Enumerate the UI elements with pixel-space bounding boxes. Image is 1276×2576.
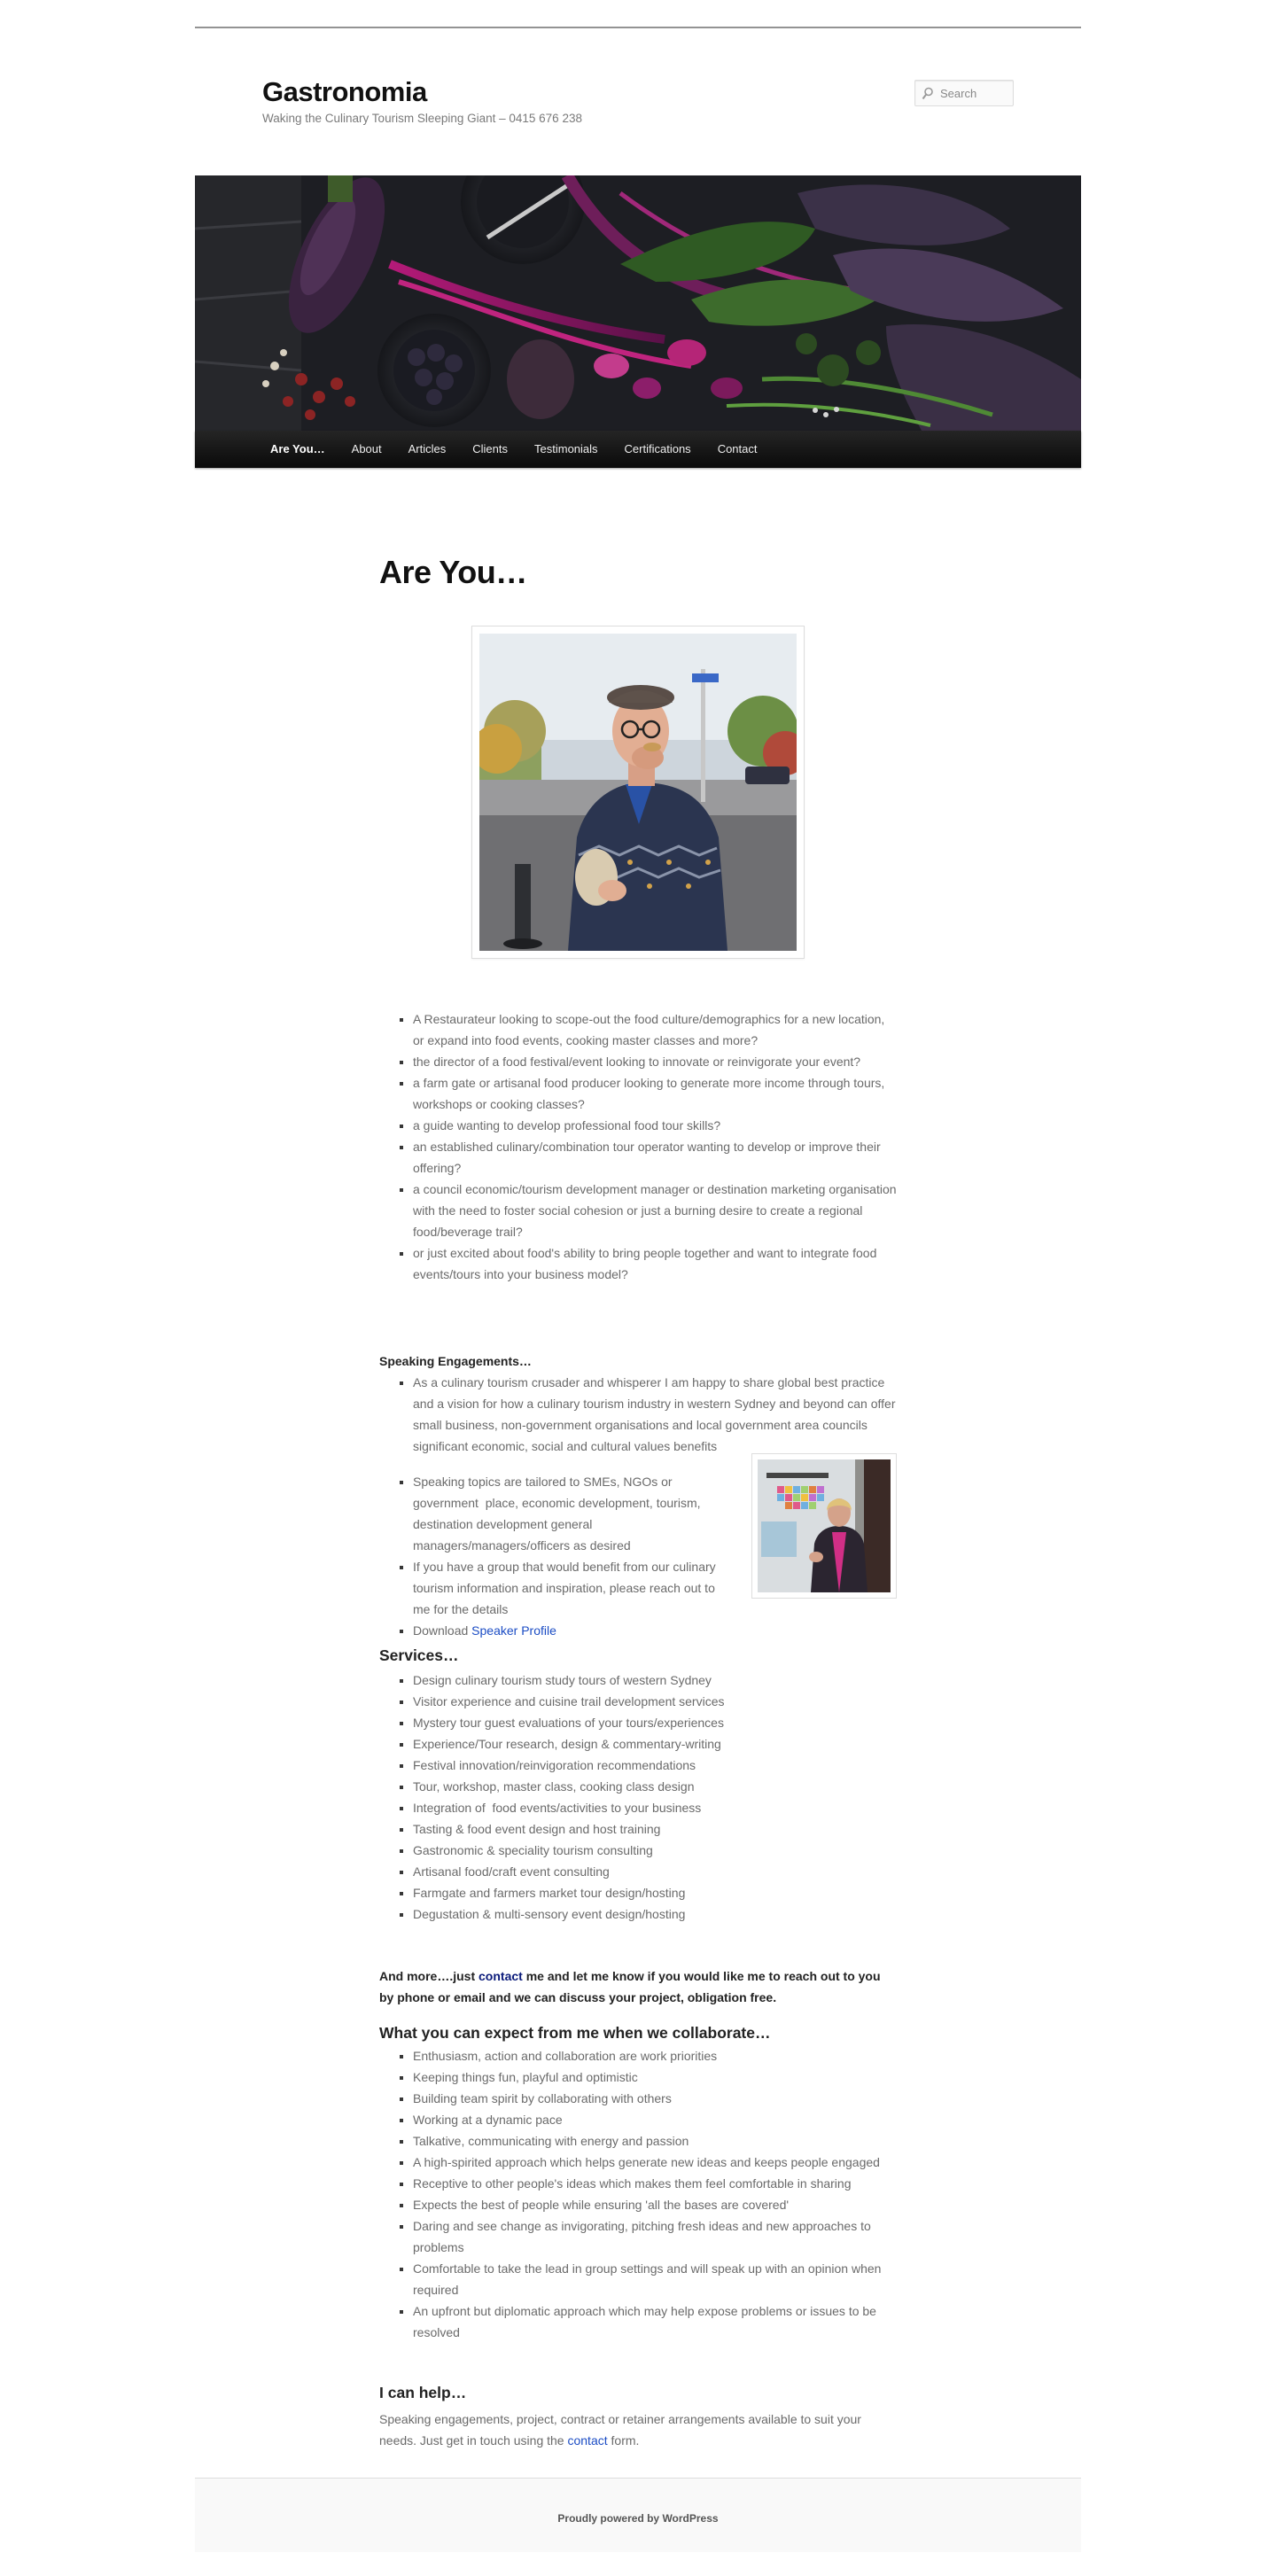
list-item: ▪ Artisanal food/craft event consulting <box>413 1861 897 1882</box>
site-title[interactable]: Gastronomia <box>262 76 427 107</box>
list-item: ▪ Expects the best of people while ensuring 'all the bases are covered' <box>413 2194 897 2215</box>
list-item: ▪ Experience/Tour research, design & commentary-writing <box>413 1733 897 1755</box>
list-item: ▪ Keeping things fun, playful and optimistic <box>413 2066 897 2088</box>
page-title: Are You… <box>379 554 527 590</box>
main-navigation <box>195 431 1081 468</box>
speaker-photo <box>751 1453 897 1599</box>
speaking-list-2 <box>379 1471 734 1641</box>
and-more-suffix: me and let me know if you would like me to reach out to you by phone or email and we can discuss your project, obligation free. <box>379 1969 881 2004</box>
help-prefix: Speaking engagements, project, contract or retainer arrangements available to suit your needs. Just get in touch using the <box>379 2412 861 2448</box>
search-icon <box>922 87 934 100</box>
download-label: Download <box>413 1623 472 1638</box>
site-header <box>195 28 1081 175</box>
list-item: ▪ Tasting & food event design and host training <box>413 1818 897 1840</box>
list-item: ▪ Festival innovation/reinvigoration recommendations <box>413 1755 897 1776</box>
list-item: ▪ A high-spirited approach which helps generate new ideas and keeps people engaged <box>413 2152 897 2173</box>
intro-list <box>379 1008 897 1285</box>
list-item: ▪ an established culinary/combination tour operator wanting to develop or improve their offering? <box>413 1136 897 1179</box>
list-item: ▪ Visitor experience and cuisine trail development services <box>413 1691 897 1712</box>
list-item: ▪ Integration of food events/activities to your business <box>413 1797 897 1818</box>
list-item: ▪ Receptive to other people's ideas which makes them feel comfortable in sharing <box>413 2173 897 2194</box>
nav-item-articles[interactable]: Articles <box>408 442 447 455</box>
nav-item-clients[interactable]: Clients <box>472 442 509 455</box>
site-footer <box>195 2478 1081 2552</box>
list-item: ▪ Building team spirit by collaborating with others <box>413 2088 897 2109</box>
collaborate-list <box>379 2045 897 2343</box>
speaker-profile-link[interactable]: Speaker Profile <box>471 1623 556 1638</box>
list-item: ▪ a farm gate or artisanal food producer looking to generate more income through tours, workshops or cooking classes? <box>413 1072 897 1115</box>
contact-link[interactable]: contact <box>478 1969 523 1983</box>
nav-item-are-you[interactable]: Are You… <box>270 442 325 455</box>
list-item: ▪ the director of a food festival/event looking to innovate or reinvigorate your event? <box>413 1051 897 1072</box>
portrait-photo <box>471 626 805 959</box>
speaking-heading: Speaking Engagements… <box>379 1354 532 1368</box>
footer-credit-link[interactable]: Proudly powered by WordPress <box>557 2512 719 2525</box>
help-suffix: form. <box>607 2433 640 2448</box>
search-placeholder: Search <box>940 87 977 100</box>
list-item: ▪ If you have a group that would benefit from our culinary tourism information and inspiration, please reach out to me for the details <box>413 1556 734 1620</box>
list-item: ▪ As a culinary tourism crusader and whisperer I am happy to share global best practice and a vision for how a culinary tourism industry in western Sydney and beyond can offer small business, non-government organisations and local government area councils significant economic, social and cultural values benefits <box>413 1372 897 1457</box>
list-item: ▪ Comfortable to take the lead in group settings and will speak up with an opinion when required <box>413 2258 897 2300</box>
list-item: ▪ An upfront but diplomatic approach which may help expose problems or issues to be resolved <box>413 2300 897 2343</box>
list-item: ▪ a guide wanting to develop professional food tour skills? <box>413 1115 897 1136</box>
list-item <box>413 1620 734 1641</box>
help-text <box>379 2409 897 2451</box>
services-heading: Services… <box>379 1646 459 1664</box>
list-item: ▪ Working at a dynamic pace <box>413 2109 897 2130</box>
services-list <box>379 1669 897 1925</box>
list-item: ▪ Degustation & multi-sensory event design/hosting <box>413 1903 897 1925</box>
help-heading: I can help… <box>379 2384 467 2401</box>
header-banner-image <box>195 175 1081 431</box>
list-item: ▪ Daring and see change as invigorating, pitching fresh ideas and new approaches to problems <box>413 2215 897 2258</box>
nav-item-about[interactable]: About <box>351 442 382 455</box>
search-input[interactable] <box>914 80 1014 106</box>
site-description: Waking the Culinary Tourism Sleeping Giant – 0415 676 238 <box>262 112 582 125</box>
and-more-prefix: And more….just <box>379 1969 479 1983</box>
nav-item-certifications[interactable]: Certifications <box>624 442 691 455</box>
help-contact-link[interactable]: contact <box>567 2433 608 2448</box>
nav-item-testimonials[interactable]: Testimonials <box>534 442 598 455</box>
collaborate-heading: What you can expect from me when we collaborate… <box>379 2024 771 2042</box>
list-item: ▪ A Restaurateur looking to scope-out the food culture/demographics for a new location, or expand into food events, cooking master classes and more? <box>413 1008 897 1051</box>
nav-item-contact[interactable]: Contact <box>717 442 758 455</box>
list-item: ▪ Talkative, communicating with energy and passion <box>413 2130 897 2152</box>
list-item: ▪ Gastronomic & speciality tourism consulting <box>413 1840 897 1861</box>
list-item: ▪ or just excited about food's ability to bring people together and want to integrate food events/tours into your business model? <box>413 1242 897 1285</box>
page-wrapper <box>195 27 1081 2550</box>
list-item: ▪ Tour, workshop, master class, cooking class design <box>413 1776 897 1797</box>
list-item: ▪ a council economic/tourism development manager or destination marketing organisation with the need to foster social cohesion or just a burning desire to create a regional food/beverage trail? <box>413 1179 897 1242</box>
list-item: ▪ Design culinary tourism study tours of western Sydney <box>413 1669 897 1691</box>
list-item: ▪ Enthusiasm, action and collaboration are work priorities <box>413 2045 897 2066</box>
speaking-list <box>379 1372 897 1457</box>
list-item: ▪ Farmgate and farmers market tour design/hosting <box>413 1882 897 1903</box>
list-item: ▪ Mystery tour guest evaluations of your tours/experiences <box>413 1712 897 1733</box>
and-more-text <box>379 1965 897 2008</box>
list-item: ▪ Speaking topics are tailored to SMEs, NGOs or government place, economic development, tourism, destination development general managers/managers/officers as desired <box>413 1471 734 1556</box>
